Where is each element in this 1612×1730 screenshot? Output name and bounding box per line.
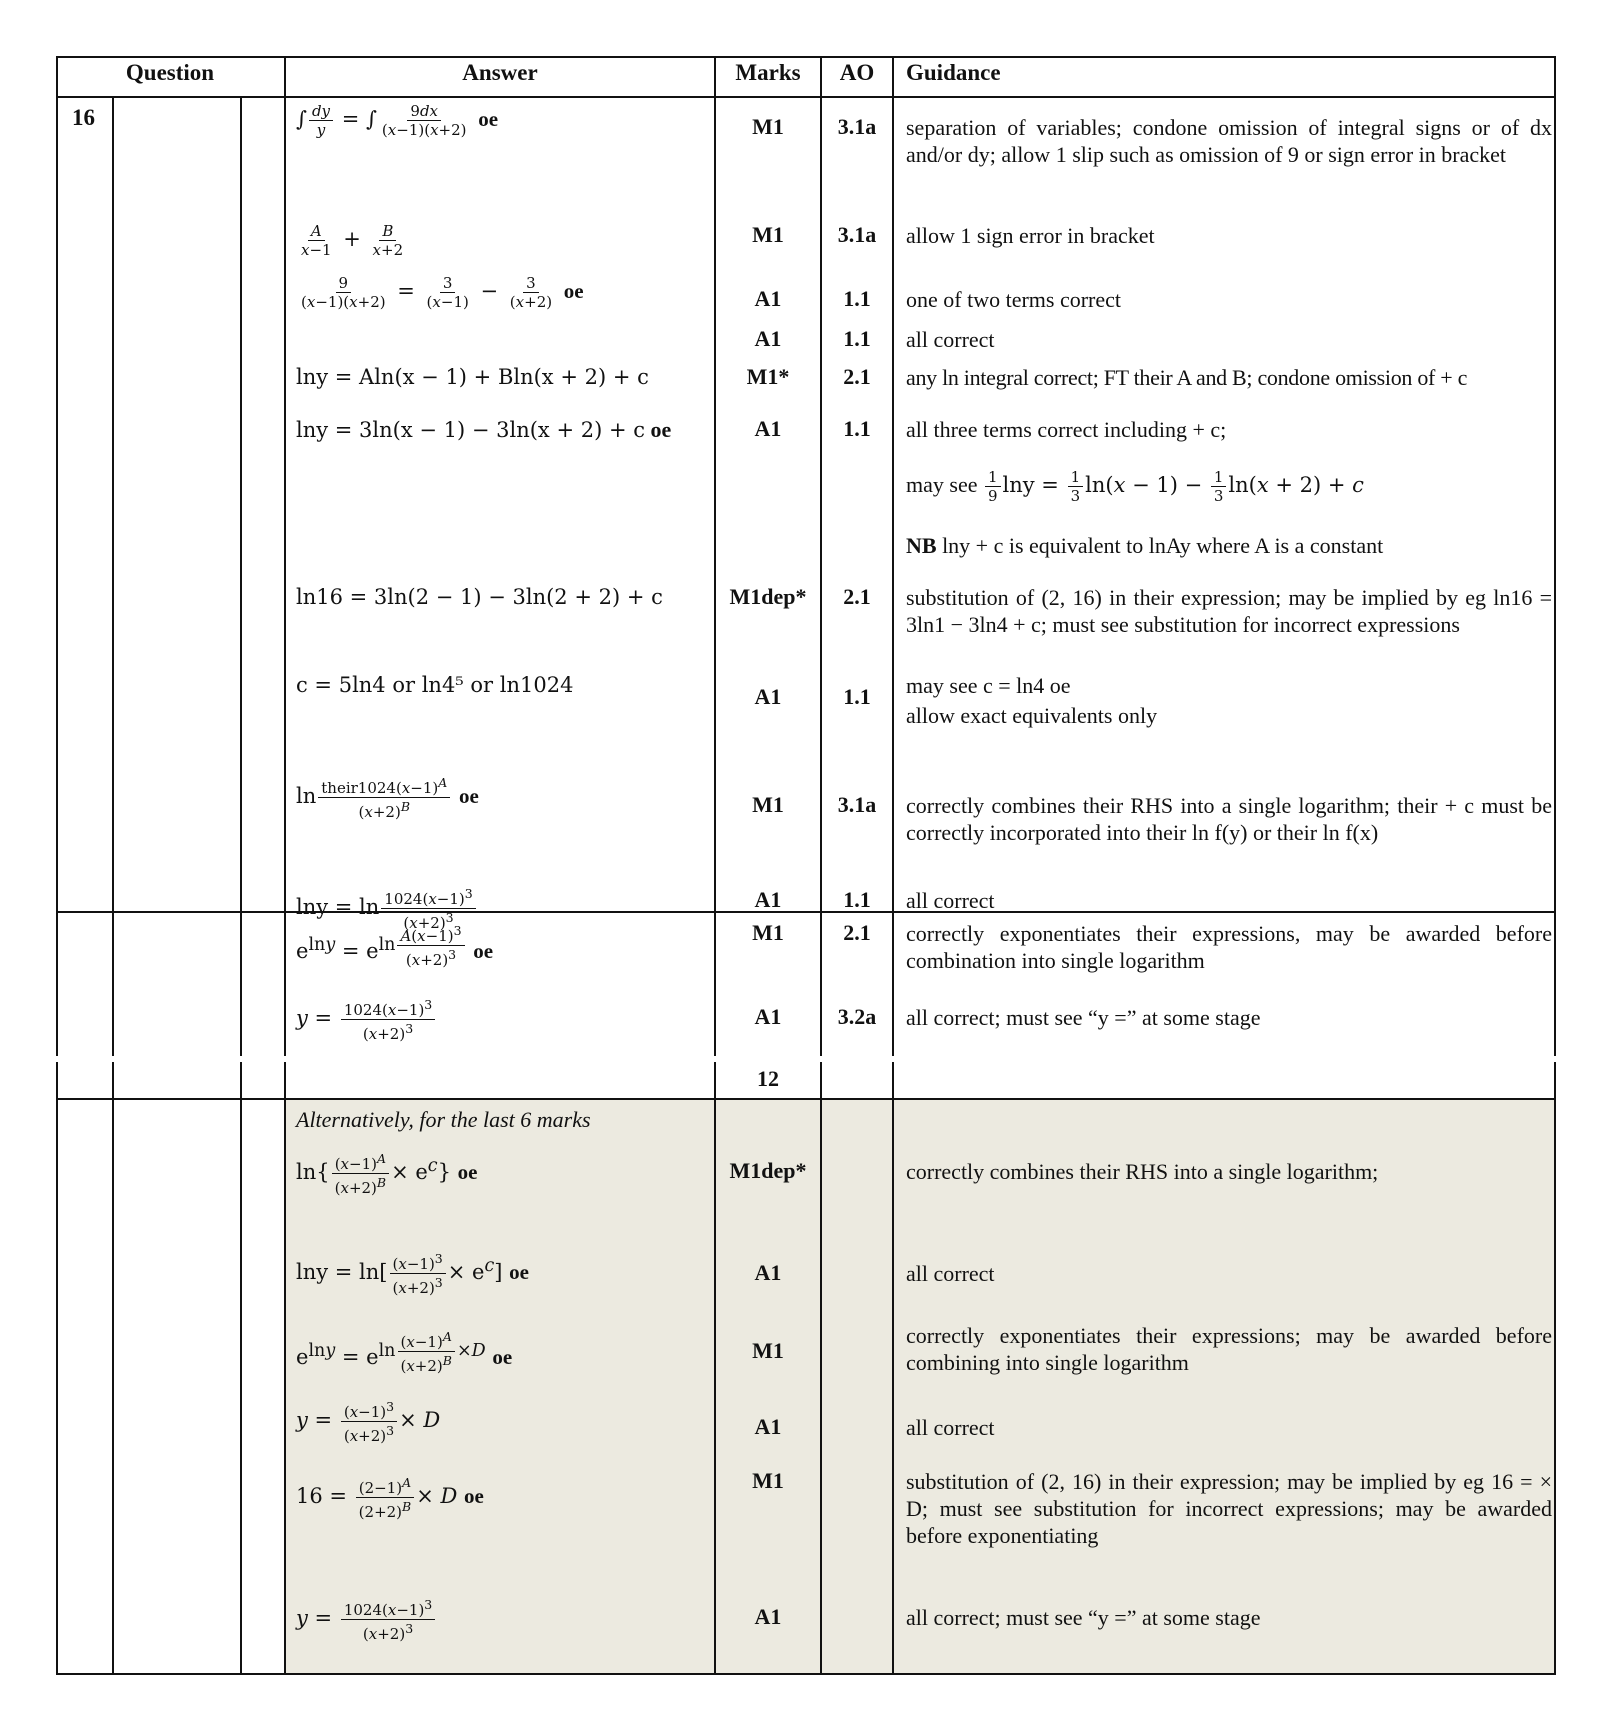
mark: M1 — [752, 792, 784, 817]
answer-partial-result: $\frac{9}{(x-1)(x+2)}$ = $\frac{3}{(x-1)}$ − $\frac{3}{(x+2)}$ oe — [301, 274, 584, 311]
guidance: one of two terms correct — [906, 287, 1122, 312]
mark: A1 — [754, 286, 782, 311]
guidance: allow exact equivalents only — [906, 703, 1158, 728]
grid-line — [56, 56, 58, 1675]
ao: 3.1a — [837, 792, 877, 817]
mark: A1 — [754, 684, 782, 709]
alt-answer-combine: ln{ $\frac{(x-1)^A}{(x+2)^B}$ × $e^c$} oe — [296, 1151, 478, 1197]
alt-answer-substitute: 16 = $\frac{(2-1)^A}{(2+2)^B}$ × D oe — [296, 1475, 484, 1521]
header-ao: AO — [839, 60, 875, 85]
answer-constant: c = 5ln4 or ln4⁵ or ln1024 — [296, 673, 574, 697]
ao: 2.1 — [843, 364, 871, 389]
ao: 1.1 — [843, 416, 871, 441]
guidance: correctly exponentiates their expressions; may be awarded before combining into single logarithm — [906, 1323, 1552, 1375]
mark: M1 — [752, 1468, 784, 1493]
answer-partial-fractions: $\frac{A}{x-1}$ + $\frac{B}{x+2}$ — [301, 222, 404, 259]
mark: M1dep* — [729, 1158, 807, 1183]
guidance: may see c = ln4 oe — [906, 673, 1071, 698]
guidance-may-see: may see $\frac{1}{9}$ lny = $\frac{1}{3}$ ln(x − 1) − $\frac{1}{3}$ ln(x + 2) + c — [906, 468, 1364, 505]
guidance: all correct — [906, 888, 995, 913]
total-marks: 12 — [757, 1066, 779, 1091]
guidance: substitution of (2, 16) in their expression; may be implied by eg 16 = × D; must see substitution for incorrect expressions; may be awarded before exponentiating — [906, 1469, 1552, 1548]
mark: A1 — [754, 1414, 782, 1439]
mark: M1 — [752, 114, 784, 139]
alt-answer-ln: lny = ln[ $\frac{(x-1)^3}{(x+2)^3}$ × $e^c$] oe — [296, 1251, 529, 1297]
guidance: all three terms correct including + c; — [906, 417, 1227, 442]
mark: M1dep* — [729, 584, 807, 609]
mark: A1 — [754, 416, 782, 441]
answer-exponentiate: $e^{lny} = e^{ln \frac{A(x-1)^3}{(x+2)^3}}$ oe — [296, 923, 494, 969]
grid-line — [1554, 56, 1556, 1675]
ao: 2.1 — [843, 920, 871, 945]
header-answer: Answer — [462, 60, 538, 85]
ao: 1.1 — [843, 684, 871, 709]
ao: 1.1 — [843, 887, 871, 912]
guidance: all correct; must see “y =” at some stage — [906, 1605, 1261, 1630]
mark: M1 — [752, 920, 784, 945]
header-question: Question — [125, 60, 215, 85]
grid-line — [56, 56, 1556, 58]
guidance-nb: NB lny + c is equivalent to lnAy where A is a constant — [906, 533, 1384, 558]
guidance: allow 1 sign error in bracket — [906, 223, 1155, 248]
ao: 1.1 — [843, 326, 871, 351]
guidance: all correct — [906, 1415, 995, 1440]
guidance: substitution of (2, 16) in their expression; may be implied by eg ln16 = 3ln1 − 3ln4 + c; must see substitution for incorrect expressions — [906, 585, 1552, 637]
guidance: correctly combines their RHS into a single logarithm; their + c must be correctly incorporated into their ln f(y) or their ln f(x) — [906, 793, 1552, 845]
alt-answer-exponentiate: $e^{lny} = e^{ln \frac{(x-1)^A}{(x+2)^B} \times D}$ oe — [296, 1329, 513, 1375]
answer-ln-result: lny = 3ln(x − 1) − 3ln(x + 2) + c oe — [296, 417, 672, 442]
guidance: separation of variables; condone omission of integral signs or of dx and/or dy; allow 1 slip such as omission of 9 or sign error in bracket — [906, 115, 1552, 167]
guidance: all correct — [906, 327, 995, 352]
page-break-gap — [56, 1056, 1556, 1062]
mark: M1 — [752, 1338, 784, 1363]
grid-line — [892, 56, 894, 1675]
answer-combine-log: ln $\frac{their1024(x-1)^A}{(x+2)^B}$ oe — [296, 775, 479, 821]
clipped-row — [56, 886, 1556, 932]
alt-answer-final: y = $\frac{1024(x-1)^3}{(x+2)^3}$ — [296, 1596, 437, 1643]
grid-line — [240, 96, 242, 1675]
ao: 1.1 — [843, 286, 871, 311]
mark-scheme-table — [56, 56, 1556, 1675]
mark: A1 — [754, 887, 782, 912]
mark: A1 — [754, 1260, 782, 1285]
mark: M1* — [746, 364, 790, 389]
guidance: all correct — [906, 1261, 995, 1286]
ao: 3.1a — [837, 222, 877, 247]
answer-substitution: ln16 = 3ln(2 − 1) − 3ln(2 + 2) + c — [296, 585, 663, 609]
grid-line — [284, 56, 286, 1675]
grid-line — [56, 96, 1556, 98]
ao: 3.2a — [837, 1004, 877, 1029]
guidance: correctly combines their RHS into a single logarithm; — [906, 1159, 1379, 1184]
grid-line — [56, 1673, 1556, 1675]
header-guidance: Guidance — [906, 60, 1001, 85]
guidance: correctly exponentiates their expressions, may be awarded before combination into single logarithm — [906, 921, 1552, 973]
mark: M1 — [752, 222, 784, 247]
guidance: any ln integral correct; FT their A and B; condone omission of + c — [906, 365, 1468, 390]
header-marks: Marks — [735, 60, 801, 85]
mark: A1 — [754, 1004, 782, 1029]
grid-line — [112, 96, 114, 1675]
answer-separation: ∫ $\frac{dy}{y}$ = ∫ $\frac{9dx}{(x-1)(x+2)}$ oe — [296, 102, 499, 139]
ao: 3.1a — [837, 114, 877, 139]
question-number: 16 — [72, 105, 95, 130]
guidance: all correct; must see “y =” at some stage — [906, 1005, 1261, 1030]
answer-final: y = $\frac{1024(x-1)^3}{(x+2)^3}$ — [296, 996, 437, 1043]
grid-line — [56, 1098, 1556, 1100]
mark: A1 — [754, 326, 782, 351]
ao: 2.1 — [843, 584, 871, 609]
answer-ln-integral: lny = Aln(x − 1) + Bln(x + 2) + c — [296, 365, 649, 389]
alt-answer-y: y = $\frac{(x-1)^3}{(x+2)^3}$ × D — [296, 1399, 441, 1445]
answer-clipped: lny = ln $\frac{1024(x-1)^3}{(x+2)^3}$ — [296, 885, 478, 932]
mark: A1 — [754, 1604, 782, 1629]
alternative-heading: Alternatively, for the last 6 marks — [296, 1107, 591, 1132]
